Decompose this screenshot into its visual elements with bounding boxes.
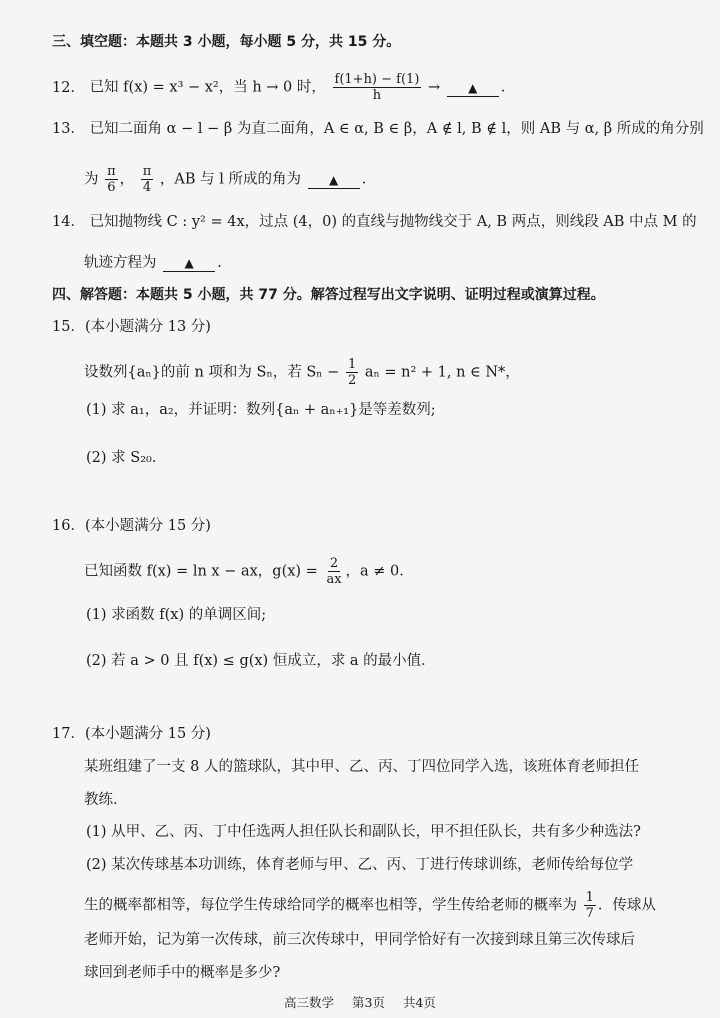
q17-title: 17．(本小题满分 15 分) [52,726,211,742]
triangle-icon: ▲ [329,172,339,187]
q13-frac1-denominator: 6 [107,180,116,195]
q13-fraction-1 [105,164,118,195]
q17-part2: (2) 某次传球基本功训练，体育老师与甲、乙、丙、丁进行传球训练，老师传给每位学 [86,857,634,873]
q12-number: 12． [52,79,85,96]
footer-subject: 高三数学 [284,995,335,1010]
q13-prefix: 为 [84,171,99,188]
q14-answer-blank [163,255,215,272]
q15-fraction [346,357,358,388]
question-13-line2 [84,164,692,195]
q15-text-a: 设数列{aₙ}的前 n 项和为 Sₙ，若 Sₙ − [84,364,340,381]
q14-number: 14． [52,214,85,230]
q15-frac-denominator: 2 [347,373,357,388]
q12-answer-blank [447,80,499,97]
q17-text-5a: 生的概率都相等，每位学生传球给同学的概率也相等，学生传给老师的概率为 [84,897,577,914]
q15-part1: (1) 求 a₁，a₂，并证明：数列{aₙ + aₙ₊₁}是等差数列; [86,402,436,418]
q15-part2: (2) 求 S₂₀． [86,450,167,466]
triangle-icon: ▲ [184,256,194,270]
q14-end: . [217,255,222,271]
q17-line1: 某班组建了一支 8 人的篮球队，其中甲、乙、丙、丁四位同学入选，该班体育老师担任 [84,759,639,775]
q12-frac-denominator: h [372,88,382,103]
q13-text-line1: 已知二面角 α − l − β 为直二面角，A ∈ α, B ∈ β，A ∉ l, B ∉ l，则 AB 与 α, β 所成的角分别 [89,121,704,137]
q12-arrow: → [428,79,441,96]
q13-end: . [361,171,367,188]
q16-frac-numerator: 2 [329,556,339,571]
question-12 [52,72,692,103]
q12-end: . [500,79,506,96]
q17-text-5b: ．传球从 [597,897,656,914]
q13-number: 13． [52,121,85,137]
q17-line5 [84,890,692,921]
q17-line6: 老师开始，记为第一次传球，前三次传球中，甲同学恰好有一次接到球且第三次传球后 [84,932,635,948]
q13-frac2-denominator: 4 [142,180,152,195]
q13-frac1-numerator: π [107,164,116,179]
q12-fraction [333,72,422,103]
q15-text-b: aₙ = n² + 1, n ∈ N*， [364,364,520,381]
q17-frac-denominator: 7 [585,906,594,921]
q14-text-line2: 轨迹方程为 [84,255,157,271]
q15-title: 15．(本小题满分 13 分) [52,319,211,335]
q12-text: 已知 f(x) = x³ − x²，当 h → 0 时， [89,79,326,96]
section4-heading: 四、解答题：本题共 5 小题，共 77 分。解答过程写出文字说明、证明过程或演算过程。 [52,287,605,303]
q16-fraction [324,556,343,587]
q17-part1: (1) 从甲、乙、丙、丁中任选两人担任队长和副队长，甲不担任队长，共有多少种选法? [86,824,641,840]
question-13-line1 [52,119,704,139]
q16-text-a: 已知函数 f(x) = ln x − ax，g(x) = [84,563,318,580]
q16-title: 16．(本小题满分 15 分) [52,518,211,534]
q16-part2: (2) 若 a > 0 且 f(x) ≤ g(x) 恒成立，求 a 的最小值． [86,653,436,669]
section3-heading: 三、填空题：本题共 3 小题，每小题 5 分，共 15 分。 [52,34,401,50]
q17-line7: 球回到老师手中的概率是多少? [84,965,281,981]
q15-statement [84,357,692,388]
q16-part1: (1) 求函数 f(x) 的单调区间; [86,607,267,623]
q14-text-line1: 已知抛物线 C : y² = 4x，过点 (4，0) 的直线与抛物线交于 A, B 两点，则线段 AB 中点 M 的 [89,214,697,230]
q17-frac-numerator: 1 [585,890,594,905]
question-14-line1 [52,212,697,232]
q13-frac2-numerator: π [142,164,152,179]
q13-text-line2: ，AB 与 l 所成的角为 [159,171,302,188]
page-footer [0,993,720,1011]
q13-separator: ， [119,171,135,188]
q13-fraction-2 [141,164,154,195]
triangle-icon: ▲ [468,80,478,95]
q15-frac-numerator: 1 [347,357,357,372]
q17-fraction [584,890,596,921]
q16-statement [84,556,692,587]
q17-line2: 教练． [84,792,128,808]
q12-frac-numerator: f(1+h) − f(1) [334,72,420,87]
q13-answer-blank [308,172,360,189]
q16-text-b: ，a ≠ 0． [345,563,414,580]
footer-total: 共4页 [402,995,436,1010]
footer-page: 第3页 [352,995,385,1010]
question-14-line2 [84,253,692,273]
q16-frac-denominator: ax [326,572,342,587]
